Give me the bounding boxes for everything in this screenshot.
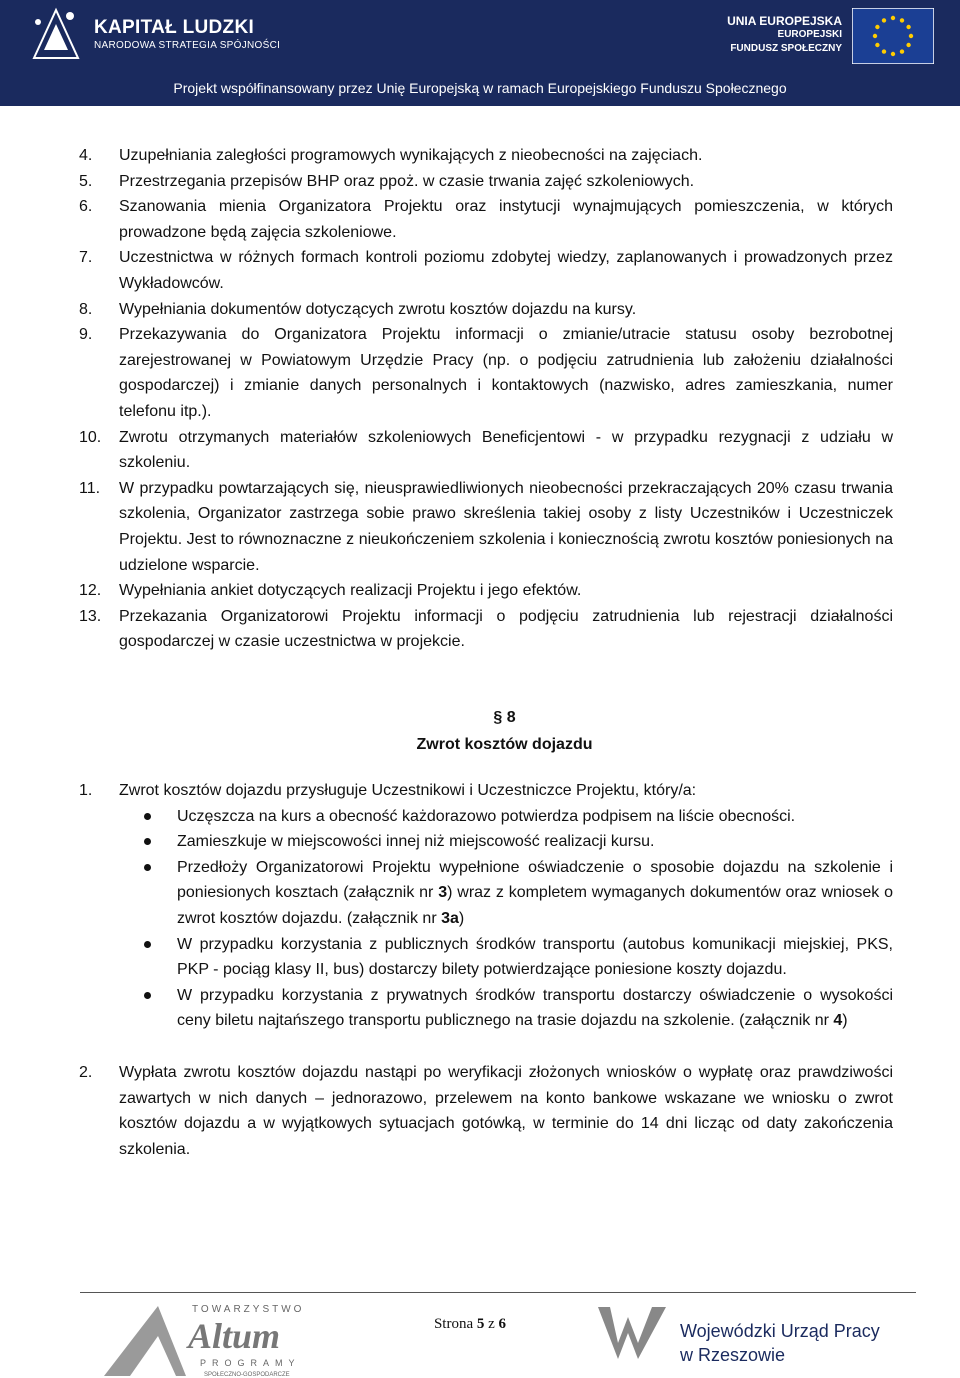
attachment-ref: 3a — [441, 909, 459, 927]
project-cofinanced-line: Projekt współfinansowany przez Unię Europejską w ramach Europejskiego Funduszu Społecznego — [173, 80, 787, 96]
altum-logo-icon — [100, 1298, 305, 1378]
eu-star-icon — [900, 18, 904, 22]
point-1 — [79, 778, 893, 804]
wup-logo-icon — [596, 1303, 668, 1363]
condition-item: W przypadku korzystania z prywatnych środków transportu dostarczy oświadczenie o wysokości ceny biletu najtańszego transportu publicznego na trasie dojazdu na szkolenie. (załącznik nr 4) — [79, 983, 893, 1034]
eu-label — [700, 14, 842, 56]
list-item-number: 7. — [79, 249, 93, 267]
page-number: Strona 5 z 6 — [433, 1316, 507, 1332]
list-item-text: Wypełniania ankiet dotyczących realizacji Projektu i jego efektów. — [119, 582, 582, 600]
eu-star-icon — [906, 43, 910, 47]
bullet-icon — [144, 838, 151, 845]
eu-star-icon — [875, 25, 879, 29]
eu-star-icon — [882, 18, 886, 22]
brand-subtitle: NARODOWA STRATEGIA SPÓJNOŚCI — [94, 40, 281, 51]
list-item — [79, 578, 893, 604]
point-2-number: 2. — [79, 1063, 93, 1081]
list-item-number: 5. — [79, 172, 93, 190]
section-heading — [0, 704, 960, 758]
current-page: 5 — [476, 1316, 485, 1332]
kapital-ludzki-logo-icon — [30, 6, 82, 62]
list-item-text: Uzupełniania zaległości programowych wynikających z nieobecności na zajęciach. — [119, 147, 703, 164]
list-item-text: Zwrotu otrzymanych materiałów szkoleniowych Beneficjentowi - w przypadku rezygnacji z udziału w szkoleniu. — [119, 428, 893, 472]
eu-star-icon — [891, 52, 895, 56]
wup-name — [680, 1319, 880, 1367]
eu-line-2: EUROPEJSKI — [777, 29, 842, 40]
condition-item: Zamieszkuje w miejscowości innej niż miejscowość realizacji kursu. — [79, 829, 893, 855]
condition-item: Przedłoży Organizatorowi Projektu wypełnione oświadczenie o sposobie dojazdu na szkolenie i poniesionych kosztach (załącznik nr 3) wraz z kompletem wymaganych dokumentów oraz wniosek o zwrot kosztów dojazdu. (załącznik nr 3a) — [79, 855, 893, 932]
section-number: § 8 — [493, 709, 516, 726]
list-item-text: Uczestnictwa w różnych formach kontroli poziomu zdobytej wiedzy, zaplanowanych i prowadzonych przez Wykładowców. — [119, 249, 893, 292]
attachment-ref: 4 — [833, 1012, 843, 1030]
list-item — [79, 245, 893, 296]
point-1-intro: Zwrot kosztów dojazdu przysługuje Uczestnikowi i Uczestniczce Projektu, który/a: — [119, 782, 697, 799]
eu-line-1: UNIA EUROPEJSKA — [727, 14, 842, 28]
obligations-list — [79, 143, 893, 655]
bullet-icon — [144, 941, 151, 948]
list-item — [79, 194, 893, 245]
conditions-list — [79, 804, 893, 1034]
eu-star-icon — [875, 43, 879, 47]
list-item — [79, 604, 893, 655]
list-item-text: Przekazywania do Organizatora Projektu informacji o zmianie/utracie statusu osoby bezrobotnej zarejestrowanej w Powiatowym Urzędzie Pracy (np. o podjęciu zatrudnienia lub założeniu działalności gospodarczej) i zmianie danych personalnych i kontaktowych (nazwisko, adres zamieszkania, numer telefonu itp.). — [119, 326, 893, 420]
total-pages: 6 — [498, 1316, 507, 1332]
condition-item: W przypadku korzystania z publicznych środków transportu (autobus komunikacji miejskiej, PKS, PKP - pociąg klasy II, bus) dostarczy bilety potwierdzające poniesione koszty dojazdu. — [79, 932, 893, 983]
svg-text:PROGRAMY: PROGRAMY — [200, 1358, 301, 1368]
eu-line-3: FUNDUSZ SPOŁECZNY — [730, 43, 842, 54]
list-item-text: Szanowania mienia Organizatora Projektu oraz instytucji wynajmujących pomieszczenia, w których prowadzone będą zajęcia szkoleniowe. — [119, 198, 893, 241]
list-item — [79, 322, 893, 424]
list-item-text: W przypadku powtarzających się, nieusprawiedliwionych nieobecności przekraczających 20% czasu trwania szkolenia, Organizator zastrzega sobie prawo skreślenia takiej osoby z listy Uczestników i Uczestniczek Projektu. Jest to równoznaczne z nieukończeniem szkolenia i koniecznością zwrotu kosztów poniesionych na udzielone wsparcie. — [119, 479, 893, 574]
wup-line-1: Wojewódzki Urząd Pracy — [680, 1321, 880, 1341]
eu-star-icon — [900, 49, 904, 53]
bullet-icon — [144, 864, 151, 871]
svg-text:Altum: Altum — [188, 1316, 281, 1356]
list-item-number: 9. — [79, 326, 93, 344]
point-2-text: Wypłata zwrotu kosztów dojazdu nastąpi po weryfikacji złożonych wniosków o wypłatę oraz prawdziwości zawartych w nich danych – jednorazowo, przelewem na konto bankowe wskazane we wniosku o zwrot kosztów dojazdu a w wyjątkowych sytuacjach gotówką, w terminie do 14 dni licząc od daty zakończenia szkolenia. — [119, 1063, 893, 1158]
svg-text:SPOŁECZNO-GOSPODARCZE: SPOŁECZNO-GOSPODARCZE — [204, 1372, 290, 1378]
bullet-icon — [144, 992, 151, 999]
attachment-ref: 3 — [438, 884, 448, 902]
point-2 — [79, 1060, 893, 1162]
list-item-number: 11. — [79, 479, 101, 497]
list-item-text: Przestrzegania przepisów BHP oraz ppoż. w czasie trwania zajęć szkoleniowych. — [119, 172, 695, 190]
list-item — [79, 143, 893, 169]
list-item-number: 8. — [79, 300, 93, 318]
eu-star-icon — [891, 16, 895, 20]
list-item-number: 13. — [79, 607, 102, 625]
bullet-icon — [144, 813, 151, 820]
list-item — [79, 425, 893, 476]
brand-title: KAPITAŁ LUDZKI — [94, 17, 255, 38]
list-item — [79, 476, 893, 578]
list-item — [79, 297, 893, 323]
list-item-number: 10. — [79, 428, 102, 446]
list-item-number: 4. — [79, 147, 93, 164]
list-item — [79, 169, 893, 195]
list-item-number: 12. — [79, 582, 102, 600]
eu-flag-icon — [852, 8, 934, 64]
footer-divider — [80, 1292, 916, 1293]
point-1-number: 1. — [79, 782, 93, 799]
eu-star-icon — [909, 34, 913, 38]
wup-line-2: w Rzeszowie — [680, 1345, 786, 1365]
eu-star-icon — [873, 34, 877, 38]
list-item-text: Wypełniania dokumentów dotyczących zwrotu kosztów dojazdu na kursy. — [119, 300, 637, 318]
svg-text:TOWARZYSTWO: TOWARZYSTWO — [192, 1304, 305, 1315]
list-item-text: Przekazania Organizatorowi Projektu informacji o podjęciu zatrudnienia lub rejestracji działalności gospodarczej w czasie uczestnictwa w projekcie. — [119, 607, 893, 651]
section-title: Zwrot kosztów dojazdu — [416, 736, 593, 753]
eu-star-icon — [906, 25, 910, 29]
travel-cost-section — [79, 778, 893, 1162]
condition-item: Uczęszcza na kurs a obecność każdorazowo potwierdza podpisem na liście obecności. — [79, 804, 893, 830]
list-item-number: 6. — [79, 198, 93, 216]
eu-star-icon — [882, 49, 886, 53]
